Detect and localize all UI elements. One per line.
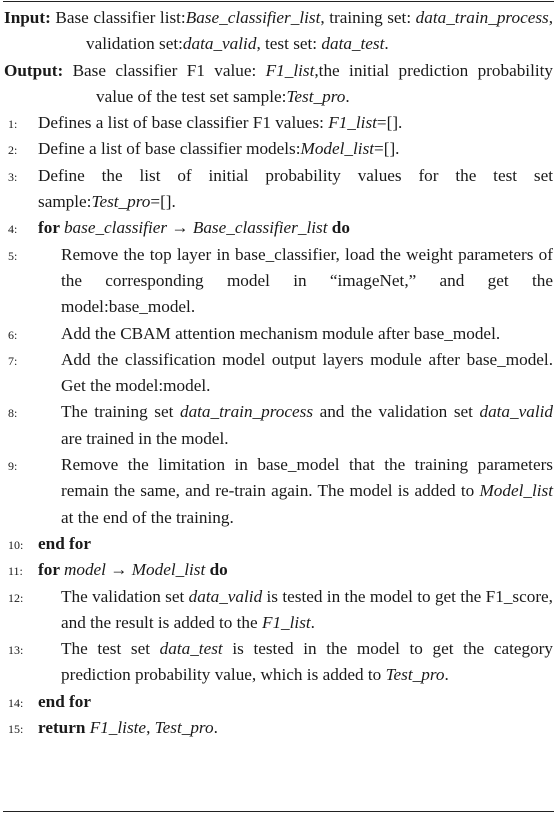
step-number: 3:: [8, 169, 18, 184]
text-segment: do: [327, 218, 350, 238]
step-number: 14:: [8, 695, 24, 710]
text-segment: .: [310, 612, 315, 632]
text-segment: The training set: [61, 402, 180, 422]
algorithm-step: [4, 636, 553, 689]
algorithm-step: [4, 215, 553, 241]
algorithm-step: [4, 321, 553, 347]
step-number: 8:: [8, 406, 18, 421]
step-number: 7:: [8, 353, 18, 368]
step-number: 12:: [8, 590, 24, 605]
algorithm-step: [4, 584, 553, 637]
step-number: 15:: [8, 722, 24, 737]
text-segment: , training set:: [320, 8, 416, 27]
step-text: [38, 218, 350, 237]
text-segment: do: [205, 560, 228, 580]
step-number: 1:: [8, 117, 18, 132]
text-segment: data_valid: [182, 34, 257, 54]
text-segment: =[].: [374, 139, 400, 159]
text-segment: is tested in the model to get the F1_score, and the result is added to the: [61, 586, 553, 632]
text-segment: =[].: [376, 113, 403, 133]
step-text: [38, 113, 402, 132]
text-segment: data_test: [159, 639, 223, 659]
step-number: 6:: [8, 327, 18, 342]
text-segment: Define the list of initial probability values for the test set sample:: [38, 165, 553, 212]
algorithm-step: [4, 531, 553, 557]
text-segment: Test_pro: [154, 718, 214, 738]
text-segment: Base_classifier_list: [185, 8, 321, 27]
algorithm-step: [4, 242, 553, 321]
text-segment: return: [38, 718, 90, 738]
text-segment: data_test: [321, 34, 385, 54]
step-number: 9:: [8, 459, 18, 474]
text-segment: Model_list: [131, 560, 206, 580]
text-segment: are trained in the model.: [61, 428, 229, 448]
step-number: 10:: [8, 537, 24, 552]
text-segment: Base_classifier_list: [192, 218, 328, 238]
algorithm-step: [4, 110, 553, 136]
algorithm-step: [4, 557, 553, 583]
text-segment: =[].: [150, 192, 176, 212]
text-segment: data_train_process: [415, 8, 549, 27]
text-segment: Base classifier F1 value:: [63, 60, 266, 80]
text-segment: .: [213, 718, 218, 738]
text-segment: ,: [146, 718, 155, 738]
step-text: [38, 692, 91, 711]
step-number: 5:: [8, 248, 18, 263]
text-segment: .: [444, 665, 449, 685]
step-list: [4, 110, 553, 741]
text-segment: Test_pro: [385, 665, 445, 685]
step-number: 4:: [8, 222, 18, 237]
step-text: [61, 245, 553, 317]
step-text: [38, 534, 91, 553]
text-segment: Defines a list of base classifier F1 values:: [38, 113, 329, 133]
text-segment: and the validation set: [313, 402, 480, 422]
text-segment: Define a list of base classifier models:: [38, 139, 301, 159]
text-segment: data_valid: [188, 586, 263, 606]
output-label: Output:: [4, 60, 64, 80]
text-segment: F1_list: [265, 60, 315, 80]
step-text: [61, 324, 500, 343]
text-segment: Model_list: [479, 481, 553, 501]
step-text: [38, 139, 399, 158]
step-number: 13:: [8, 643, 24, 658]
text-segment: is tested in the model to get the category prediction probability value, which is added to: [61, 639, 553, 685]
step-number: 11:: [8, 564, 23, 579]
text-segment: model: [63, 560, 106, 580]
step-text: [61, 402, 553, 447]
input-line: [4, 5, 553, 58]
text-segment: end for: [38, 691, 91, 711]
step-text: [38, 560, 228, 579]
algorithm-step: [4, 347, 553, 400]
input-text: [51, 8, 553, 53]
text-segment: Base classifier list:: [50, 8, 186, 27]
algorithm-body: [4, 5, 553, 741]
step-text: [61, 639, 553, 684]
text-segment: data_valid: [479, 402, 553, 422]
top-rule: [3, 1, 554, 2]
text-segment: Remove the top layer in base_classifier, load the weight parameters of the corresponding model in “imageNet,” and get the model:base_model.: [61, 244, 553, 317]
input-label: Input:: [4, 8, 51, 27]
text-segment: Test_pro: [286, 86, 346, 106]
text-segment: at the end of the training.: [61, 507, 234, 527]
text-segment: .: [345, 86, 350, 106]
text-segment: base_classifier: [63, 218, 168, 238]
algorithm-step: [4, 689, 553, 715]
text-segment: Add the classification model output layers module after base_model. Get the model:model.: [61, 349, 553, 396]
step-text: [61, 587, 553, 632]
text-segment: Remove the limitation in base_model that the training parameters remain the same, and re-train again. The model is added to: [61, 455, 553, 501]
text-segment: →: [167, 218, 193, 238]
text-segment: .: [384, 34, 389, 54]
text-segment: , validation set:: [86, 8, 553, 54]
text-segment: Test_pro: [91, 192, 151, 212]
text-segment: Model_list: [300, 139, 375, 159]
text-segment: F1_list: [261, 612, 311, 632]
step-text: [38, 718, 218, 737]
text-segment: data_train_process: [179, 402, 314, 422]
text-segment: end for: [38, 533, 91, 553]
text-segment: ,the initial prediction probability value of the test set sample:: [96, 60, 553, 106]
text-segment: The validation set: [61, 586, 189, 606]
algorithm-step: [4, 163, 553, 216]
text-segment: F1_list: [328, 113, 377, 133]
text-segment: Add the CBAM attention mechanism module after base_model.: [61, 323, 501, 343]
text-segment: F1_liste: [89, 718, 147, 738]
step-text: [61, 455, 553, 527]
output-line: [4, 58, 553, 111]
text-segment: , test set:: [256, 34, 322, 54]
algorithm-step: [4, 452, 553, 531]
step-text: [61, 350, 553, 395]
output-text: [63, 61, 553, 106]
step-number: 2:: [8, 143, 18, 158]
algorithm-step: [4, 399, 553, 452]
text-segment: The test set: [61, 639, 160, 659]
algorithm-step: [4, 715, 553, 741]
step-text: [38, 166, 553, 211]
algorithm-step: [4, 136, 553, 162]
text-segment: for: [38, 218, 64, 238]
bottom-rule: [3, 811, 554, 812]
text-segment: for: [38, 560, 64, 580]
text-segment: →: [105, 560, 132, 580]
